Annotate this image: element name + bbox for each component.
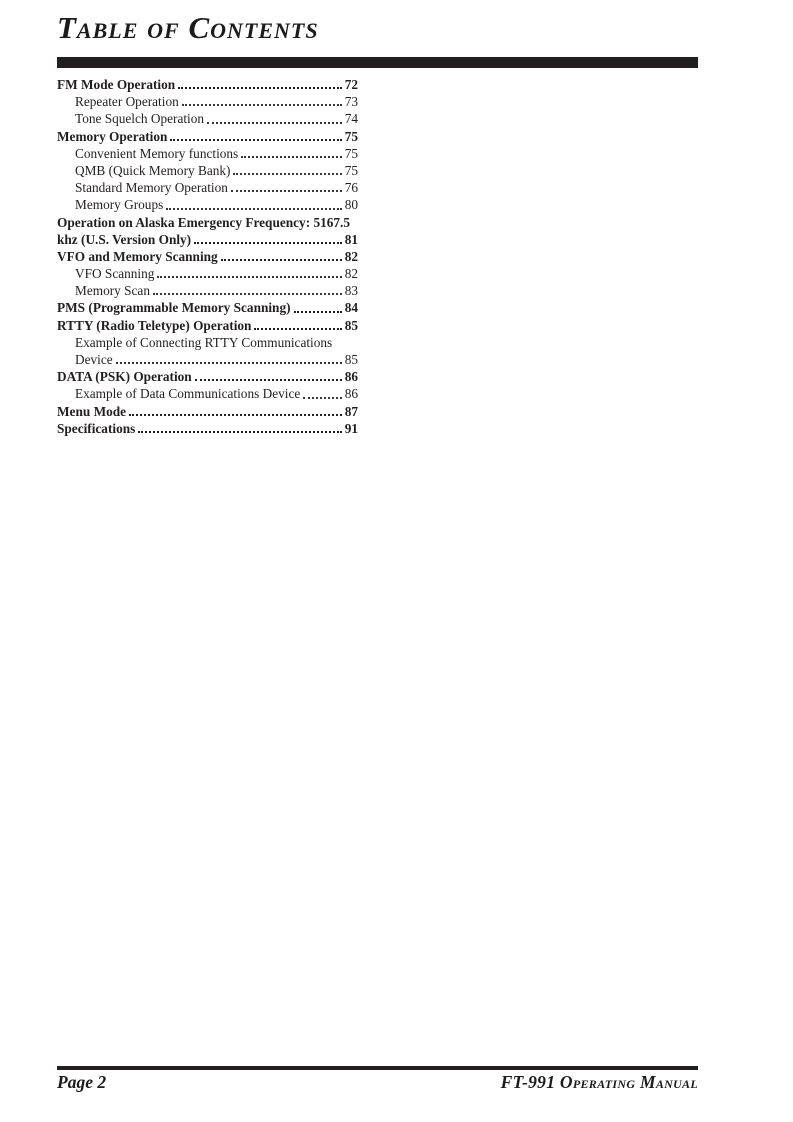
- toc-entry: [57, 231, 358, 248]
- toc-page-number: 82: [344, 248, 358, 264]
- page-header: [57, 8, 700, 48]
- toc-leader-dots: [294, 311, 342, 313]
- toc-leader-dots: [178, 87, 342, 89]
- toc-entry: [57, 214, 358, 231]
- toc-entry-label: VFO and Memory Scanning: [57, 248, 218, 264]
- toc-entry-label: Menu Mode: [57, 403, 127, 419]
- toc-entry: [57, 248, 358, 265]
- toc-entry-label: FM Mode Operation: [57, 77, 176, 92]
- toc-page-number: 80: [344, 197, 358, 213]
- toc-entry: [57, 420, 358, 437]
- toc-entry-label: VFO Scanning: [75, 266, 155, 282]
- toc-page-number: 87: [344, 403, 358, 419]
- toc-entry-label: QMB (Quick Memory Bank): [75, 162, 231, 178]
- toc-entry-label: Convenient Memory functions: [75, 145, 239, 161]
- toc-page-number: 75: [344, 145, 358, 161]
- toc-entry: [57, 110, 358, 127]
- toc-entry: [57, 179, 358, 196]
- toc-leader-dots: [303, 397, 341, 399]
- toc-leader-dots: [233, 173, 341, 175]
- page-footer: [57, 1071, 698, 1093]
- toc-page-number: 83: [344, 283, 358, 299]
- toc-leader-dots: [241, 156, 341, 158]
- toc-entry: [57, 403, 358, 420]
- toc-entry-label: Memory Operation: [57, 128, 168, 144]
- toc-entry-label: Specifications: [57, 420, 136, 436]
- toc-page-number: 76: [344, 180, 358, 196]
- toc-page-number: 81: [344, 231, 358, 247]
- toc-page-number: 74: [344, 111, 358, 127]
- toc-entry: [57, 196, 358, 213]
- toc-leader-dots: [116, 362, 342, 364]
- toc-entry: [57, 351, 358, 368]
- toc-entry: [57, 334, 358, 351]
- toc-entry: [57, 385, 358, 402]
- toc-page-number: 86: [344, 369, 358, 385]
- toc-page-number: 75: [344, 162, 358, 178]
- toc-leader-dots: [157, 276, 341, 278]
- toc-page-number: 85: [344, 317, 358, 333]
- toc-entry: [57, 162, 358, 179]
- toc-entry: [57, 76, 358, 93]
- toc-entry: [57, 265, 358, 282]
- toc-page-number: 91: [344, 420, 358, 436]
- toc-page-number: 73: [344, 94, 358, 110]
- toc-entry-label: Operation on Alaska Emergency Frequency: 5167.5: [57, 214, 351, 230]
- toc-entry-label: Example of Data Communications Device: [75, 386, 301, 402]
- toc-entry-label: Device: [75, 352, 113, 367]
- toc-leader-dots: [182, 104, 342, 106]
- title-rule: [57, 57, 698, 68]
- toc-entry-label: Standard Memory Operation: [75, 180, 228, 196]
- toc-leader-dots: [129, 414, 342, 416]
- toc-leader-dots: [254, 328, 341, 330]
- toc-leader-dots: [231, 190, 342, 192]
- toc-entry-label: Example of Connecting RTTY Communications: [75, 334, 333, 350]
- toc-page-number: 82: [344, 266, 358, 282]
- toc-leader-dots: [221, 259, 342, 261]
- toc-leader-dots: [170, 139, 341, 141]
- toc-leader-dots: [194, 242, 342, 244]
- toc-page-number: 86: [344, 386, 358, 402]
- toc-entry: [57, 145, 358, 162]
- footer-rule: [57, 1066, 698, 1070]
- toc-leader-dots: [207, 122, 342, 124]
- toc-entry-label: Tone Squelch Operation: [75, 111, 205, 127]
- toc-entry-label: DATA (PSK) Operation: [57, 369, 192, 385]
- toc-leader-dots: [166, 208, 341, 210]
- toc-leader-dots: [138, 431, 341, 433]
- toc-entry: [57, 368, 358, 385]
- toc-entry-label: Repeater Operation: [75, 94, 179, 110]
- toc-page-number: 72: [344, 77, 358, 92]
- toc-entry: [57, 317, 358, 334]
- toc-entry-label: khz (U.S. Version Only): [57, 231, 192, 247]
- toc-entry: [57, 128, 358, 145]
- page-title: Table of Contents: [57, 10, 319, 45]
- toc-list: [57, 76, 358, 437]
- toc-entry-label: PMS (Programmable Memory Scanning): [57, 300, 291, 316]
- toc-page-number: 84: [344, 300, 358, 316]
- toc-entry-label: Memory Scan: [75, 283, 150, 299]
- toc-leader-dots: [195, 379, 342, 381]
- footer-page-label: Page 2: [57, 1072, 107, 1092]
- footer-manual-title: FT-991 Operating Manual: [500, 1072, 698, 1092]
- toc-entry-label: RTTY (Radio Teletype) Operation: [57, 317, 252, 333]
- toc-entry-label: Memory Groups: [75, 197, 164, 213]
- toc-entry: [57, 299, 358, 316]
- toc-entry: [57, 282, 358, 299]
- toc-entry: [57, 93, 358, 110]
- toc-page-number: 85: [344, 352, 358, 367]
- toc-leader-dots: [153, 293, 342, 295]
- toc-page-number: 75: [344, 128, 358, 144]
